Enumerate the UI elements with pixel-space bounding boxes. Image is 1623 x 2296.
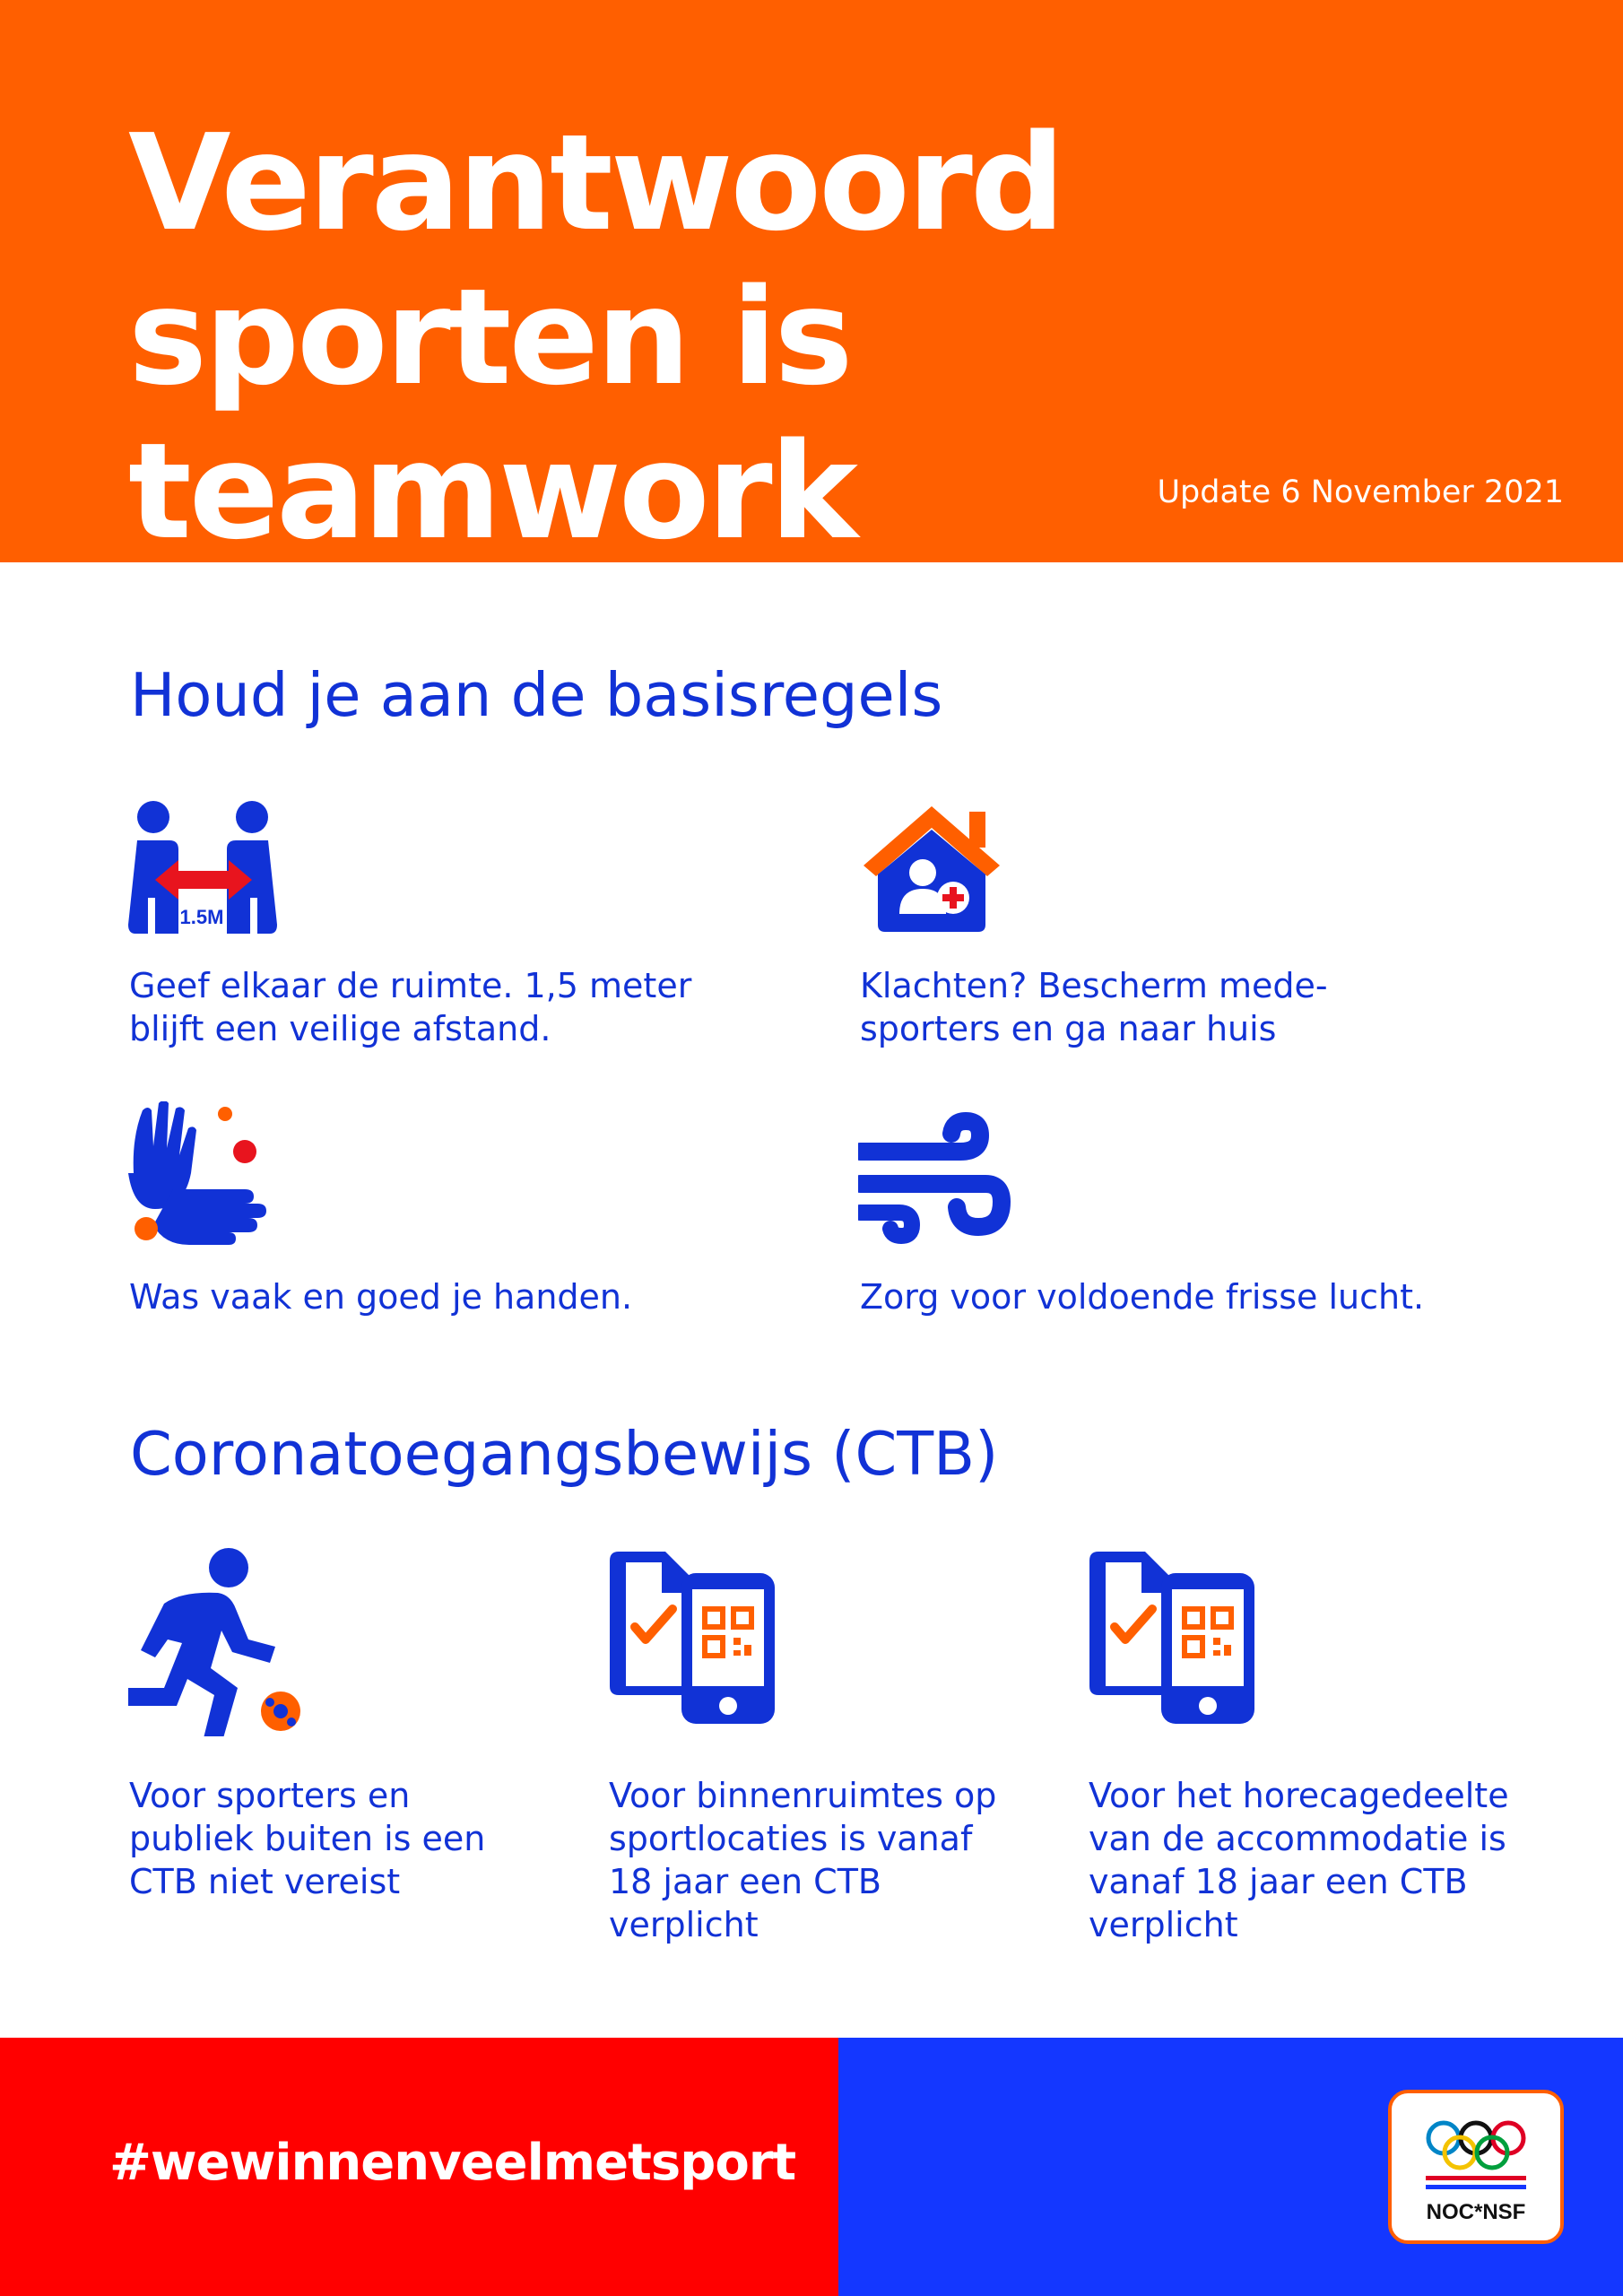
stay-home-icon bbox=[858, 801, 1011, 935]
qr-phone-certificate-icon bbox=[608, 1550, 778, 1726]
rule-text-distance: Geef elkaar de ruimte. 1,5 meter blijft een veilige afstand. bbox=[129, 966, 692, 1048]
qr-phone-certificate-icon bbox=[1088, 1550, 1258, 1726]
distance-label: 1.5M bbox=[179, 906, 224, 928]
header-banner bbox=[0, 0, 1623, 569]
noc-nsf-logo bbox=[1388, 2090, 1564, 2244]
update-date: Update 6 November 2021 bbox=[1157, 474, 1564, 510]
ctb-text-indoor: Voor binnenruimtes op sportlocaties is vanaf 18 jaar een CTB verplicht bbox=[609, 1776, 997, 1944]
campaign-hashtag: #wewinnenveelmetsport bbox=[109, 2134, 796, 2192]
title-line-2: sporten is teamwork bbox=[128, 260, 856, 569]
ctb-heading: Coronatoegangsbewijs (CTB) bbox=[130, 1419, 999, 1489]
fresh-air-icon bbox=[858, 1112, 1011, 1247]
logo-text: NOC*NSF bbox=[1426, 2200, 1526, 2224]
title-line-1: Verantwoord bbox=[128, 106, 1063, 260]
rule-text-wash-hands: Was vaak en goed je handen. bbox=[129, 1277, 633, 1317]
football-player-icon bbox=[128, 1548, 308, 1736]
basic-rules-heading: Houd je aan de basisregels bbox=[130, 660, 943, 730]
ctb-text-outdoor: Voor sporters en publiek buiten is een CTB niet vereist bbox=[129, 1776, 486, 1901]
rule-text-stay-home: Klachten? Bescherm mede- sporters en ga naar huis bbox=[860, 966, 1328, 1048]
wash-hands-icon bbox=[128, 1101, 281, 1247]
olympic-rings-icon bbox=[1392, 2093, 1560, 2201]
social-distance-icon bbox=[128, 801, 281, 935]
ctb-text-hospitality: Voor het horecagedeelte van de accommodatie is vanaf 18 jaar een CTB verplicht bbox=[1089, 1776, 1509, 1944]
rule-text-fresh-air: Zorg voor voldoende frisse lucht. bbox=[860, 1277, 1425, 1317]
